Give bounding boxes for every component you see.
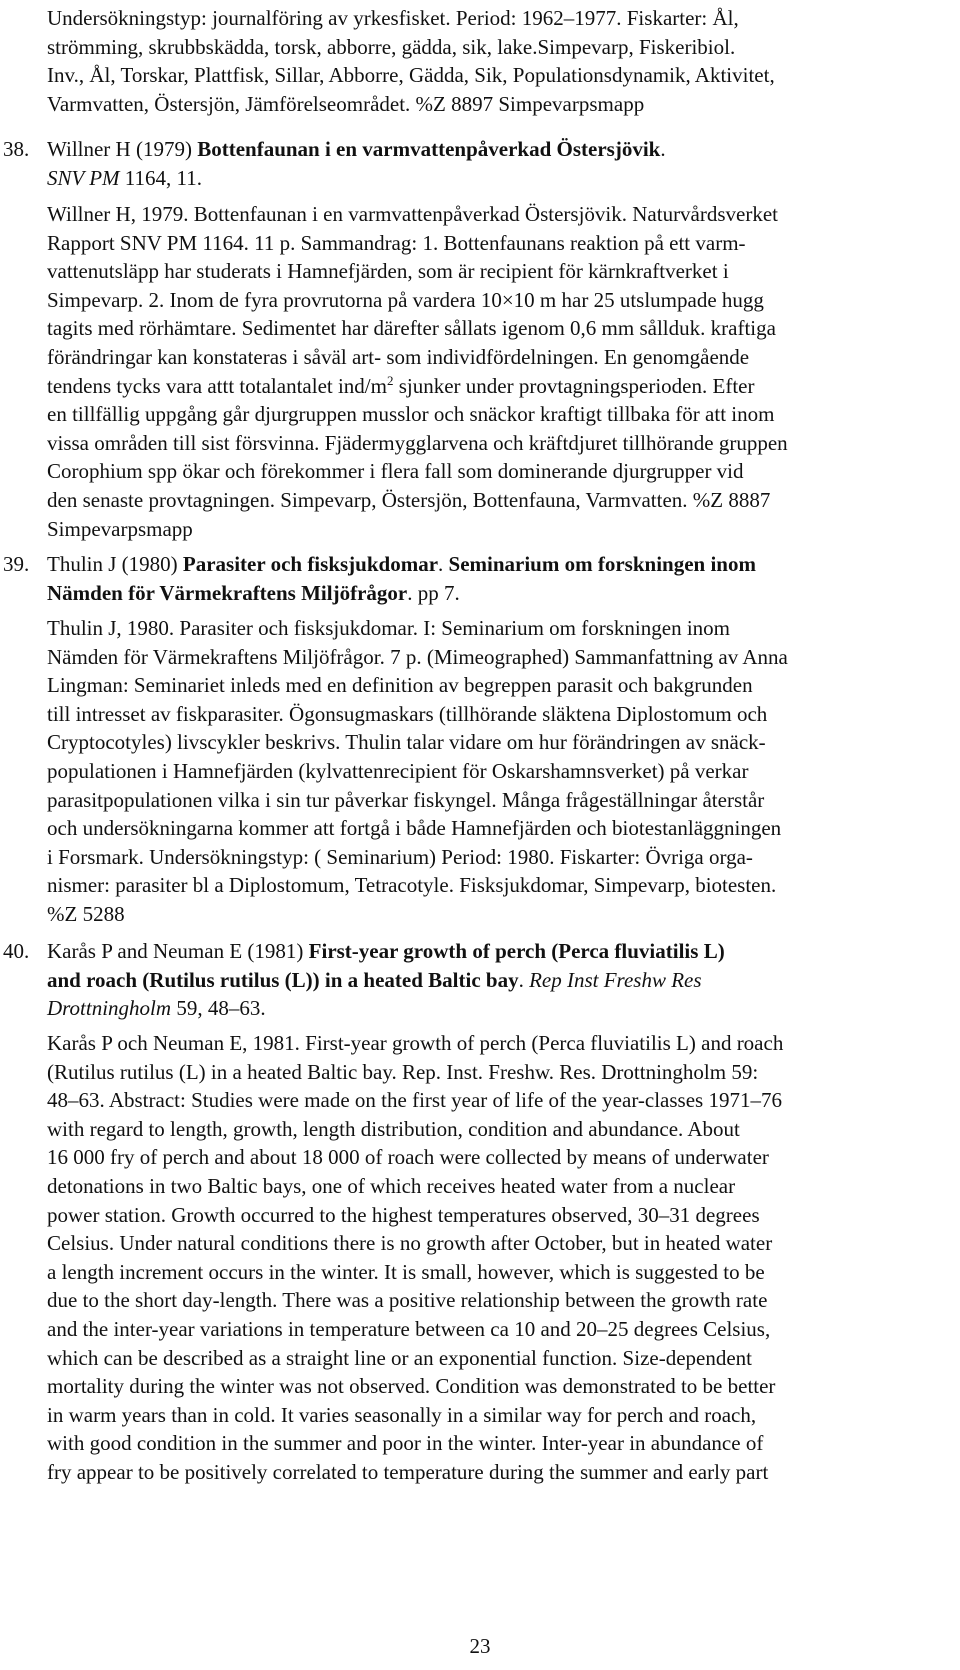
- text-line: parasitpopulationen vilka i sin tur påverkar fiskyngel. Många frågeställningar återstår: [47, 787, 765, 812]
- text-line: populationen i Hamnefjärden (kylvattenrecipient för Oskarshamnsverket) på verkar: [47, 758, 749, 783]
- text-line: 48–63. Abstract: Studies were made on the first year of life of the year-classes 1971–76: [47, 1088, 782, 1113]
- text-line: which can be described as a straight line or an exponential function. Size-dependent: [47, 1345, 752, 1370]
- text-line: tagits med rörhämtare. Sedimentet har därefter sållats igenom 0,6 mm sållduk. kraftiga: [47, 316, 776, 341]
- text-line: a length increment occurs in the winter. It is small, however, which is suggested to be: [47, 1259, 765, 1284]
- text-line: Inv., Ål, Torskar, Plattfisk, Sillar, Abborre, Gädda, Sik, Populationsdynamik, Aktivitet,: [47, 63, 775, 88]
- text-line: Undersökningstyp: journalföring av yrkesfisket. Period: 1962–1977. Fiskarter: Ål,: [47, 6, 739, 30]
- text-line: Thulin J, 1980. Parasiter och fisksjukdomar. I: Seminarium om forskningen inom: [47, 616, 731, 640]
- citation-punct: .: [518, 967, 530, 992]
- entry-abstract: [47, 1029, 783, 1487]
- text-line: i Forsmark. Undersökningstyp: ( Seminarium) Period: 1980. Fiskarter: Övriga orga-: [47, 844, 753, 869]
- citation-authors: Willner H (1979): [47, 137, 198, 161]
- text-line: den senaste provtagningen. Simpevarp, Östersjön, Bottenfauna, Varmvatten. %Z 8887: [47, 487, 771, 512]
- text-line: och undersökningarna kommer att fortgå i både Hamnefjärden och biotestanläggningen: [47, 816, 782, 841]
- superscript: 2: [386, 372, 394, 388]
- text-line: detonations in two Baltic bays, one of which receives heated water from a nuclear: [47, 1173, 736, 1198]
- citation-punct: .: [660, 137, 666, 161]
- text-line: till intresset av fiskparasiter. Ögonsugmaskars (tillhörande släktena Diplostomum och: [47, 701, 768, 726]
- citation-series: SNV PM: [47, 165, 120, 190]
- citation-book: Nämden för Värmekraftens Miljöfrågor: [47, 580, 408, 605]
- citation-title: Bottenfaunan i en varmvattenpåverkad Östersjövik: [197, 137, 661, 161]
- text-line: Cryptocotyles) livscykler beskrivs. Thulin talar vidare om hur förändringen av snäck-: [47, 730, 766, 755]
- citation-source: 59, 48–63.: [171, 996, 266, 1021]
- text-line: Simpevarp. 2. Inom de fyra provrutorna på vardera 10×10 m har 25 utslumpade hugg: [47, 287, 764, 312]
- intro-paragraph: [47, 4, 775, 118]
- text-line: strömming, skrubbskädda, torsk, abborre, gädda, sik, lake.Simpevarp, Fiskeribiol.: [47, 34, 736, 59]
- citation-journal: Rep Inst Freshw Res: [529, 967, 702, 992]
- citation-punct: .: [438, 552, 449, 576]
- text-line: and the inter-year variations in temperature between ca 10 and 20–25 degrees Celsius,: [47, 1316, 771, 1341]
- citation-title: Parasiter och fisksjukdomar: [182, 552, 439, 576]
- text-line: with regard to length, growth, length distribution, condition and abundance. About: [47, 1116, 740, 1141]
- text-line: Celsius. Under natural conditions there is no growth after October, but in heated water: [47, 1231, 773, 1256]
- text-line: mortality during the winter was not observed. Condition was demonstrated to be better: [47, 1374, 776, 1399]
- text-line: Willner H, 1979. Bottenfaunan i en varmvattenpåverkad Östersjövik. Naturvårdsverket: [47, 202, 779, 226]
- text-line: en tillfällig uppgång går djurgruppen musslor och snäckor kraftigt tillbaka för att inom: [47, 402, 775, 427]
- citation-authors: Karås P and Neuman E (1981): [47, 939, 309, 963]
- text-line: Varmvatten, Östersjön, Jämförelseområdet. %Z 8897 Simpevarpsmapp: [47, 91, 645, 116]
- entry-citation: [47, 550, 756, 607]
- text-line: tendens tycks vara attt totalantalet ind/$m^2$ sjunker under provtagningsperioden. Efter: [47, 372, 755, 398]
- entry-number: 39.: [3, 552, 30, 576]
- citation-source: 1164, 11.: [119, 165, 202, 190]
- text-line: nismer: parasiter bl a Diplostomum, Tetracotyle. Fisksjukdomar, Simpevarp, biotesten.: [47, 873, 777, 898]
- text-line: fry appear to be positively correlated to temperature during the summer and early part: [47, 1459, 769, 1484]
- text-line: with good condition in the summer and poor in the winter. Inter-year in abundance of: [47, 1431, 764, 1456]
- text-line: vattenutsläpp har studerats i Hamnefjärden, som är recipient för kärnkraftverket i: [47, 259, 729, 284]
- text-line: vissa områden till sist försvinna. Fjädermygglarvena och kräftdjuret tillhörande gruppen: [47, 430, 788, 455]
- entry-citation: [47, 135, 666, 192]
- text-line: Corophium spp ökar och förekommer i flera fall som dominerande djurgrupper vid: [47, 459, 744, 484]
- citation-title: and roach (Rutilus rutilus (L)) in a heated Baltic bay: [47, 967, 519, 992]
- entry-abstract: [47, 614, 788, 929]
- text-line: in warm years than in cold. It varies seasonally in a similar way for perch and roach,: [47, 1402, 757, 1427]
- citation-authors: Thulin J (1980): [47, 552, 183, 576]
- citation-title: First-year growth of perch (Perca fluviatilis L): [308, 939, 725, 963]
- text-line: power station. Growth occurred to the highest temperatures observed, 30–31 degrees: [47, 1202, 760, 1227]
- text-line: due to the short day-length. There was a positive relationship between the growth rate: [47, 1288, 768, 1313]
- citation-journal: Drottningholm: [47, 996, 172, 1021]
- citation-book: Seminarium om forskningen inom: [448, 552, 756, 576]
- entry-citation: [47, 937, 725, 1023]
- text-line: %Z 5288: [47, 901, 125, 926]
- entry-number: 38.: [3, 137, 30, 161]
- citation-source: . pp 7.: [407, 580, 460, 605]
- text-line: 16 000 fry of perch and about 18 000 of roach were collected by means of underwater: [47, 1145, 769, 1170]
- text-line: förändringar kan konstateras i såväl art- som individfördelningen. En genomgående: [47, 344, 750, 369]
- text-line: Karås P och Neuman E, 1981. First-year growth of perch (Perca fluviatilis L) and roach: [47, 1031, 784, 1055]
- text-line: Simpevarpsmapp: [47, 516, 193, 541]
- entry-abstract: [47, 200, 788, 543]
- text-line: (Rutilus rutilus (L) in a heated Baltic bay. Rep. Inst. Freshw. Res. Drottningholm 59:: [47, 1059, 759, 1084]
- entry-number: 40.: [3, 939, 30, 963]
- text-line: Lingman: Seminariet inleds med en definition av begreppen parasit och bakgrunden: [47, 673, 753, 698]
- text-line: Nämden för Värmekraftens Miljöfrågor. 7 p. (Mimeographed) Sammanfattning av Anna: [47, 644, 788, 669]
- page-number: 23: [469, 1634, 491, 1658]
- text-line: Rapport SNV PM 1164. 11 p. Sammandrag: 1. Bottenfaunans reaktion på ett varm-: [47, 230, 746, 255]
